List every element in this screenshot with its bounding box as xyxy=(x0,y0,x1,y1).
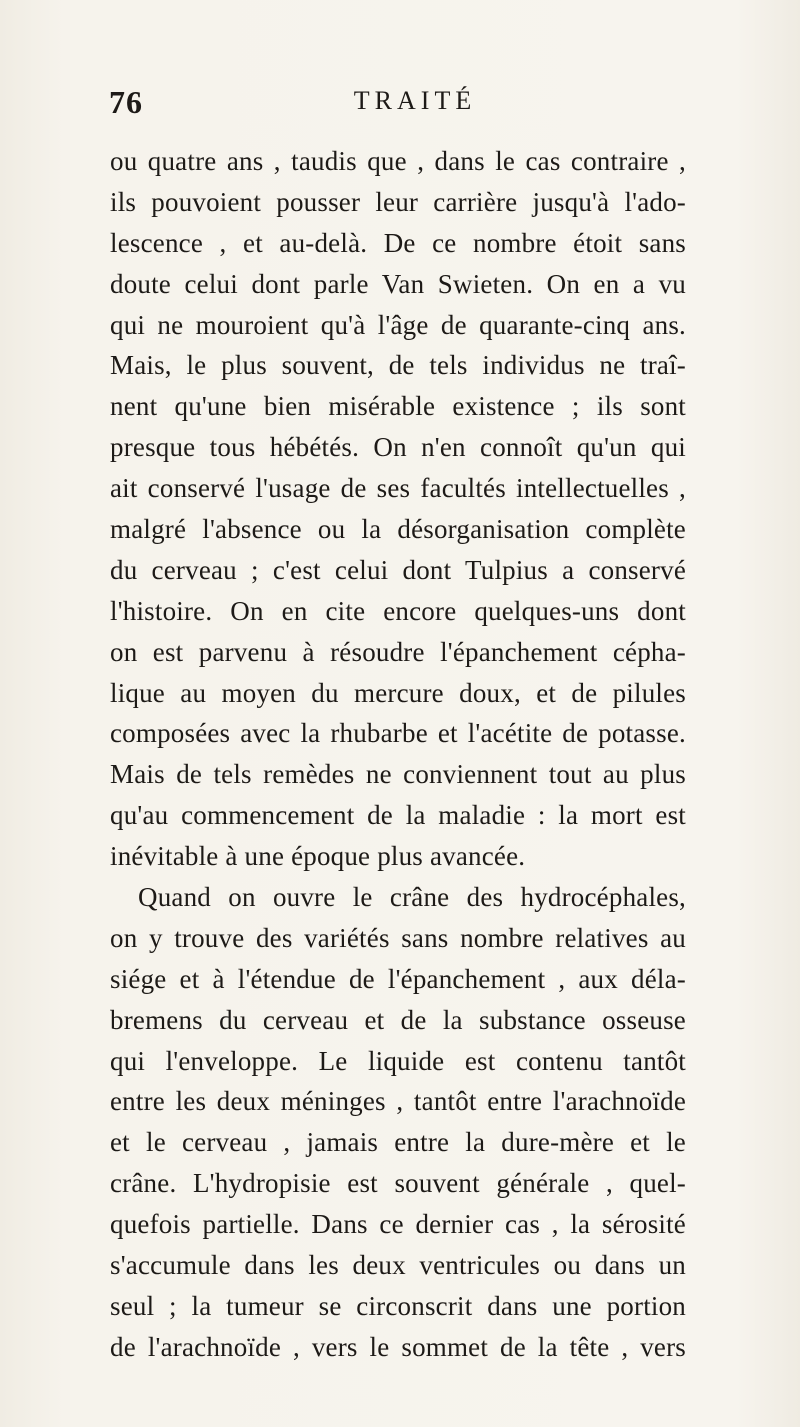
text-line: l'histoire. On en cite encore quelques-uns dont xyxy=(110,595,686,626)
text-line: lescence , et au-delà. De ce nombre étoit sans xyxy=(110,227,686,258)
text-line: Mais, le plus souvent, de tels individus ne traî- xyxy=(110,350,686,381)
text-line: Quand on ouvre le crâne des hydrocéphales, xyxy=(138,882,686,913)
text-line: crâne. L'hydropisie est souvent générale , quel- xyxy=(110,1168,686,1199)
page-number: 76 xyxy=(109,84,143,120)
running-head: TRAITÉ xyxy=(353,86,477,115)
text-line: on y trouve des variétés sans nombre relatives au xyxy=(110,922,686,953)
text-line: nent qu'une bien misérable existence ; ils sont xyxy=(110,391,686,422)
text-line: de l'arachnoïde , vers le sommet de la tête , vers xyxy=(110,1331,686,1362)
text-line: Mais de tels remèdes ne conviennent tout au plus xyxy=(110,759,686,790)
text-line: malgré l'absence ou la désorganisation complète xyxy=(110,514,686,545)
text-line: on est parvenu à résoudre l'épanchement cépha- xyxy=(110,636,686,667)
text-line: seul ; la tumeur se circonscrit dans une portion xyxy=(110,1290,686,1321)
text-line: ait conservé l'usage de ses facultés intellectuelles , xyxy=(110,473,686,504)
text-line: s'accumule dans les deux ventricules ou dans un xyxy=(110,1250,686,1281)
text-line: presque tous hébétés. On n'en connoît qu'un qui xyxy=(110,432,686,463)
text-line: qui l'enveloppe. Le liquide est contenu tantôt xyxy=(110,1045,686,1076)
text-line: bremens du cerveau et de la substance osseuse xyxy=(110,1004,686,1035)
text-line: ils pouvoient pousser leur carrière jusqu'à l'ado- xyxy=(110,186,686,217)
text-line: ou quatre ans , taudis que , dans le cas contraire , xyxy=(110,146,686,176)
text-line: inévitable à une époque plus avancée. xyxy=(110,841,526,872)
text-line: quefois partielle. Dans ce dernier cas , la sérosité xyxy=(110,1209,686,1240)
text-line: lique au moyen du mercure doux, et de pilules xyxy=(110,677,686,708)
text-line: doute celui dont parle Van Swieten. On en a vu xyxy=(110,268,686,299)
text-line: composées avec la rhubarbe et l'acétite de potasse. xyxy=(110,718,686,749)
text-line: du cerveau ; c'est celui dont Tulpius a conservé xyxy=(110,554,686,585)
text-line: siége et à l'étendue de l'épanchement , aux déla- xyxy=(110,963,686,994)
text-line: qui ne mouroient qu'à l'âge de quarante-cinq ans. xyxy=(110,309,686,340)
text-line: qu'au commencement de la maladie : la mort est xyxy=(110,800,686,831)
text-line: entre les deux méninges , tantôt entre l'arachnoïde xyxy=(110,1086,686,1117)
body-text xyxy=(110,141,686,1368)
text-line: et le cerveau , jamais entre la dure-mère et le xyxy=(110,1127,686,1158)
page-header xyxy=(0,86,800,126)
